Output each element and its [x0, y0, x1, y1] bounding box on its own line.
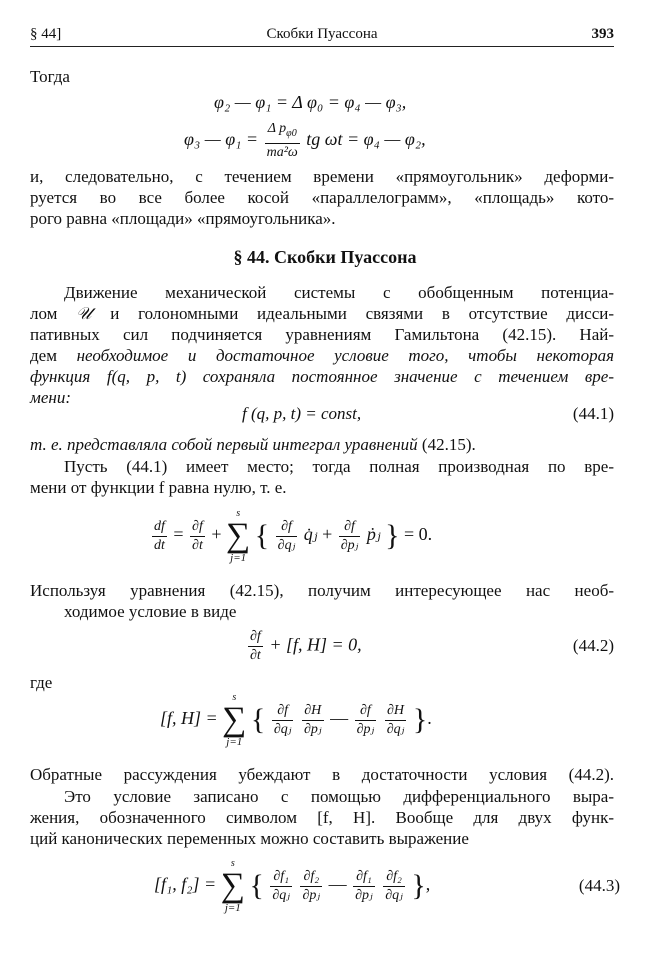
paragraph-3-line-1: Пусть (44.1) имеет место; тогда полная производная по вре-	[64, 457, 614, 476]
p2-l4-a: дем	[30, 346, 57, 365]
frac-pf-pq: $\frac{\partial f}{\text{∂qⱼ}}$	[277, 518, 296, 553]
eq-443-lhs: [f₁, f₂] =	[154, 874, 217, 895]
eq-443-end: ,	[425, 874, 431, 895]
equation-number-44-1: (44.1)	[572, 404, 614, 423]
frac-df-dt: $\frac{df}{dt}$	[154, 518, 165, 553]
equation-poisson-bracket-fh: [f, H] = s ∑ j=1 { $\frac{\partial f}{\text{∂qⱼ}}$ $\frac{\partial H}{\text{∂pⱼ}}$ — $\frac{\partial f}{\text{∂pⱼ}}$ $\frac{\partial H}{\text{∂qⱼ}}$ }.	[160, 692, 432, 748]
eq-b-fraction	[265, 120, 300, 162]
paragraph-1-line-3: рого равна «площади» «прямоугольника».	[30, 209, 336, 228]
paragraph-4-line-1: Используя уравнения (42.15), получим интересующее нас необ-	[30, 581, 614, 600]
paragraph-5-line-1: Обратные рассуждения убеждают в достаточности условия (44.2).	[30, 765, 614, 784]
sum-symbol-3: s ∑ j=1	[220, 858, 245, 914]
frac-pf-pt: $\frac{\partial f}{\partial t}$	[192, 518, 203, 553]
potential-symbol: 𝒰	[76, 304, 92, 323]
equation-phi-differences: φ₂ — φ₁ = Δ φ₀ = φ₄ — φ₃,	[214, 92, 407, 112]
running-header	[30, 24, 614, 47]
equation-number-44-3: (44.3)	[578, 876, 620, 895]
paragraph-2-line-5: функция f(q, p, t) сохраняла постоянное значение с течением вре-	[30, 367, 614, 386]
p2-l2-b: и голономными идеальными связями в отсутствие дисси-	[110, 304, 615, 323]
header-title: Скобки Пуассона	[266, 26, 378, 42]
eq-b-left: φ₃ — φ₁ =	[184, 129, 259, 150]
line-te-rest: (42.15).	[421, 435, 476, 454]
paragraph-2-line-4	[30, 345, 614, 367]
equation-phi-tangent	[184, 120, 426, 162]
paragraph-2-line-2	[30, 303, 614, 325]
intro-word: Тогда	[30, 67, 70, 86]
paragraph-5-line-2: Это условие записано с помощью дифференциального выра-	[64, 787, 614, 806]
bracket-lhs: [f, H] =	[160, 708, 218, 729]
frac-pf-pp: $\frac{\partial f}{\text{∂pⱼ}}$	[340, 518, 359, 553]
page-number: 393	[591, 26, 614, 42]
sum-symbol: s ∑ j=1	[226, 508, 251, 564]
paragraph-1-line-1: и, следовательно, с течением времени «прямоугольник» деформи-	[30, 167, 614, 186]
equation-number-44-2: (44.2)	[572, 636, 614, 655]
paragraph-2-line-6: мени:	[30, 388, 71, 407]
where-word: где	[30, 673, 53, 692]
p2-l4-italic: необходимое и достаточное условие того, чтобы некоторая	[76, 346, 614, 365]
paragraph-5-line-3: жения, обозначенного символом [f, H]. Вообще для двух функ-	[30, 808, 614, 827]
line-te	[30, 434, 476, 456]
paragraph-5-line-4: ций канонических переменных можно составить выражение	[30, 829, 469, 848]
p2-l2-a: лом	[30, 304, 58, 323]
eq-b-den: ma²ω	[266, 144, 298, 160]
section-heading: § 44. Скобки Пуассона	[233, 247, 417, 267]
paragraph-2-line-3: пативных сил подчиняется уравнениям Гамильтона (42.15). Най-	[30, 325, 614, 344]
p-dot: ṗⱼ	[366, 524, 381, 545]
eq-total-end: = 0.	[404, 524, 433, 545]
sum-symbol-2: s ∑ j=1	[222, 692, 247, 748]
paragraph-3-line-2: мени от функции f равна нулю, т. е.	[30, 478, 287, 497]
frac-pf-pt-442: $\frac{\partial f}{\partial t}$	[250, 629, 261, 663]
equation-44-2	[246, 628, 362, 665]
line-te-italic: т. е. представляла собой первый интеграл уравнений	[30, 435, 418, 454]
eq-b-right: tg ωt = φ₄ — φ₂,	[306, 129, 426, 150]
paragraph-2-line-1: Движение механической системы с обобщенным потенциа-	[64, 283, 614, 302]
equation-44-1	[242, 404, 361, 424]
eq-441-text: f (q, p, t) = const,	[242, 404, 362, 423]
paragraph-1-line-2: руется во все более косой «параллелограмм», «площадь» кото-	[30, 188, 614, 207]
eq-b-num: Δ p	[267, 121, 287, 136]
eq-b-num-sub: φ0	[286, 127, 297, 139]
q-dot: q̇ⱼ	[303, 524, 318, 545]
equation-44-3: [f₁, f₂] = s ∑ j=1 { $\frac{\text{∂f₁}}{\text{∂qⱼ}}$ $\frac{\text{∂f₂}}{\text{∂pⱼ}}$ — $\frac{\text{∂f₁}}{\text{∂pⱼ}}$ $\frac{\text{∂f₂}}{\text{∂qⱼ}}$ },	[154, 858, 431, 914]
header-section: § 44]	[30, 26, 62, 42]
paragraph-4-line-2: ходимое условие в виде	[64, 602, 237, 621]
bracket-end: .	[427, 708, 432, 729]
equation-total-derivative: $\frac{df}{dt}$ = $\frac{\partial f}{\partial t}$ + s ∑ j=1 { $\frac{\partial f}{\text{∂qⱼ}}$ q̇ⱼ + $\frac{\partial f}{\text{∂pⱼ}}$ ṗⱼ } = 0.	[154, 508, 433, 564]
eq-442-rest: + [f, H] = 0,	[269, 634, 362, 655]
